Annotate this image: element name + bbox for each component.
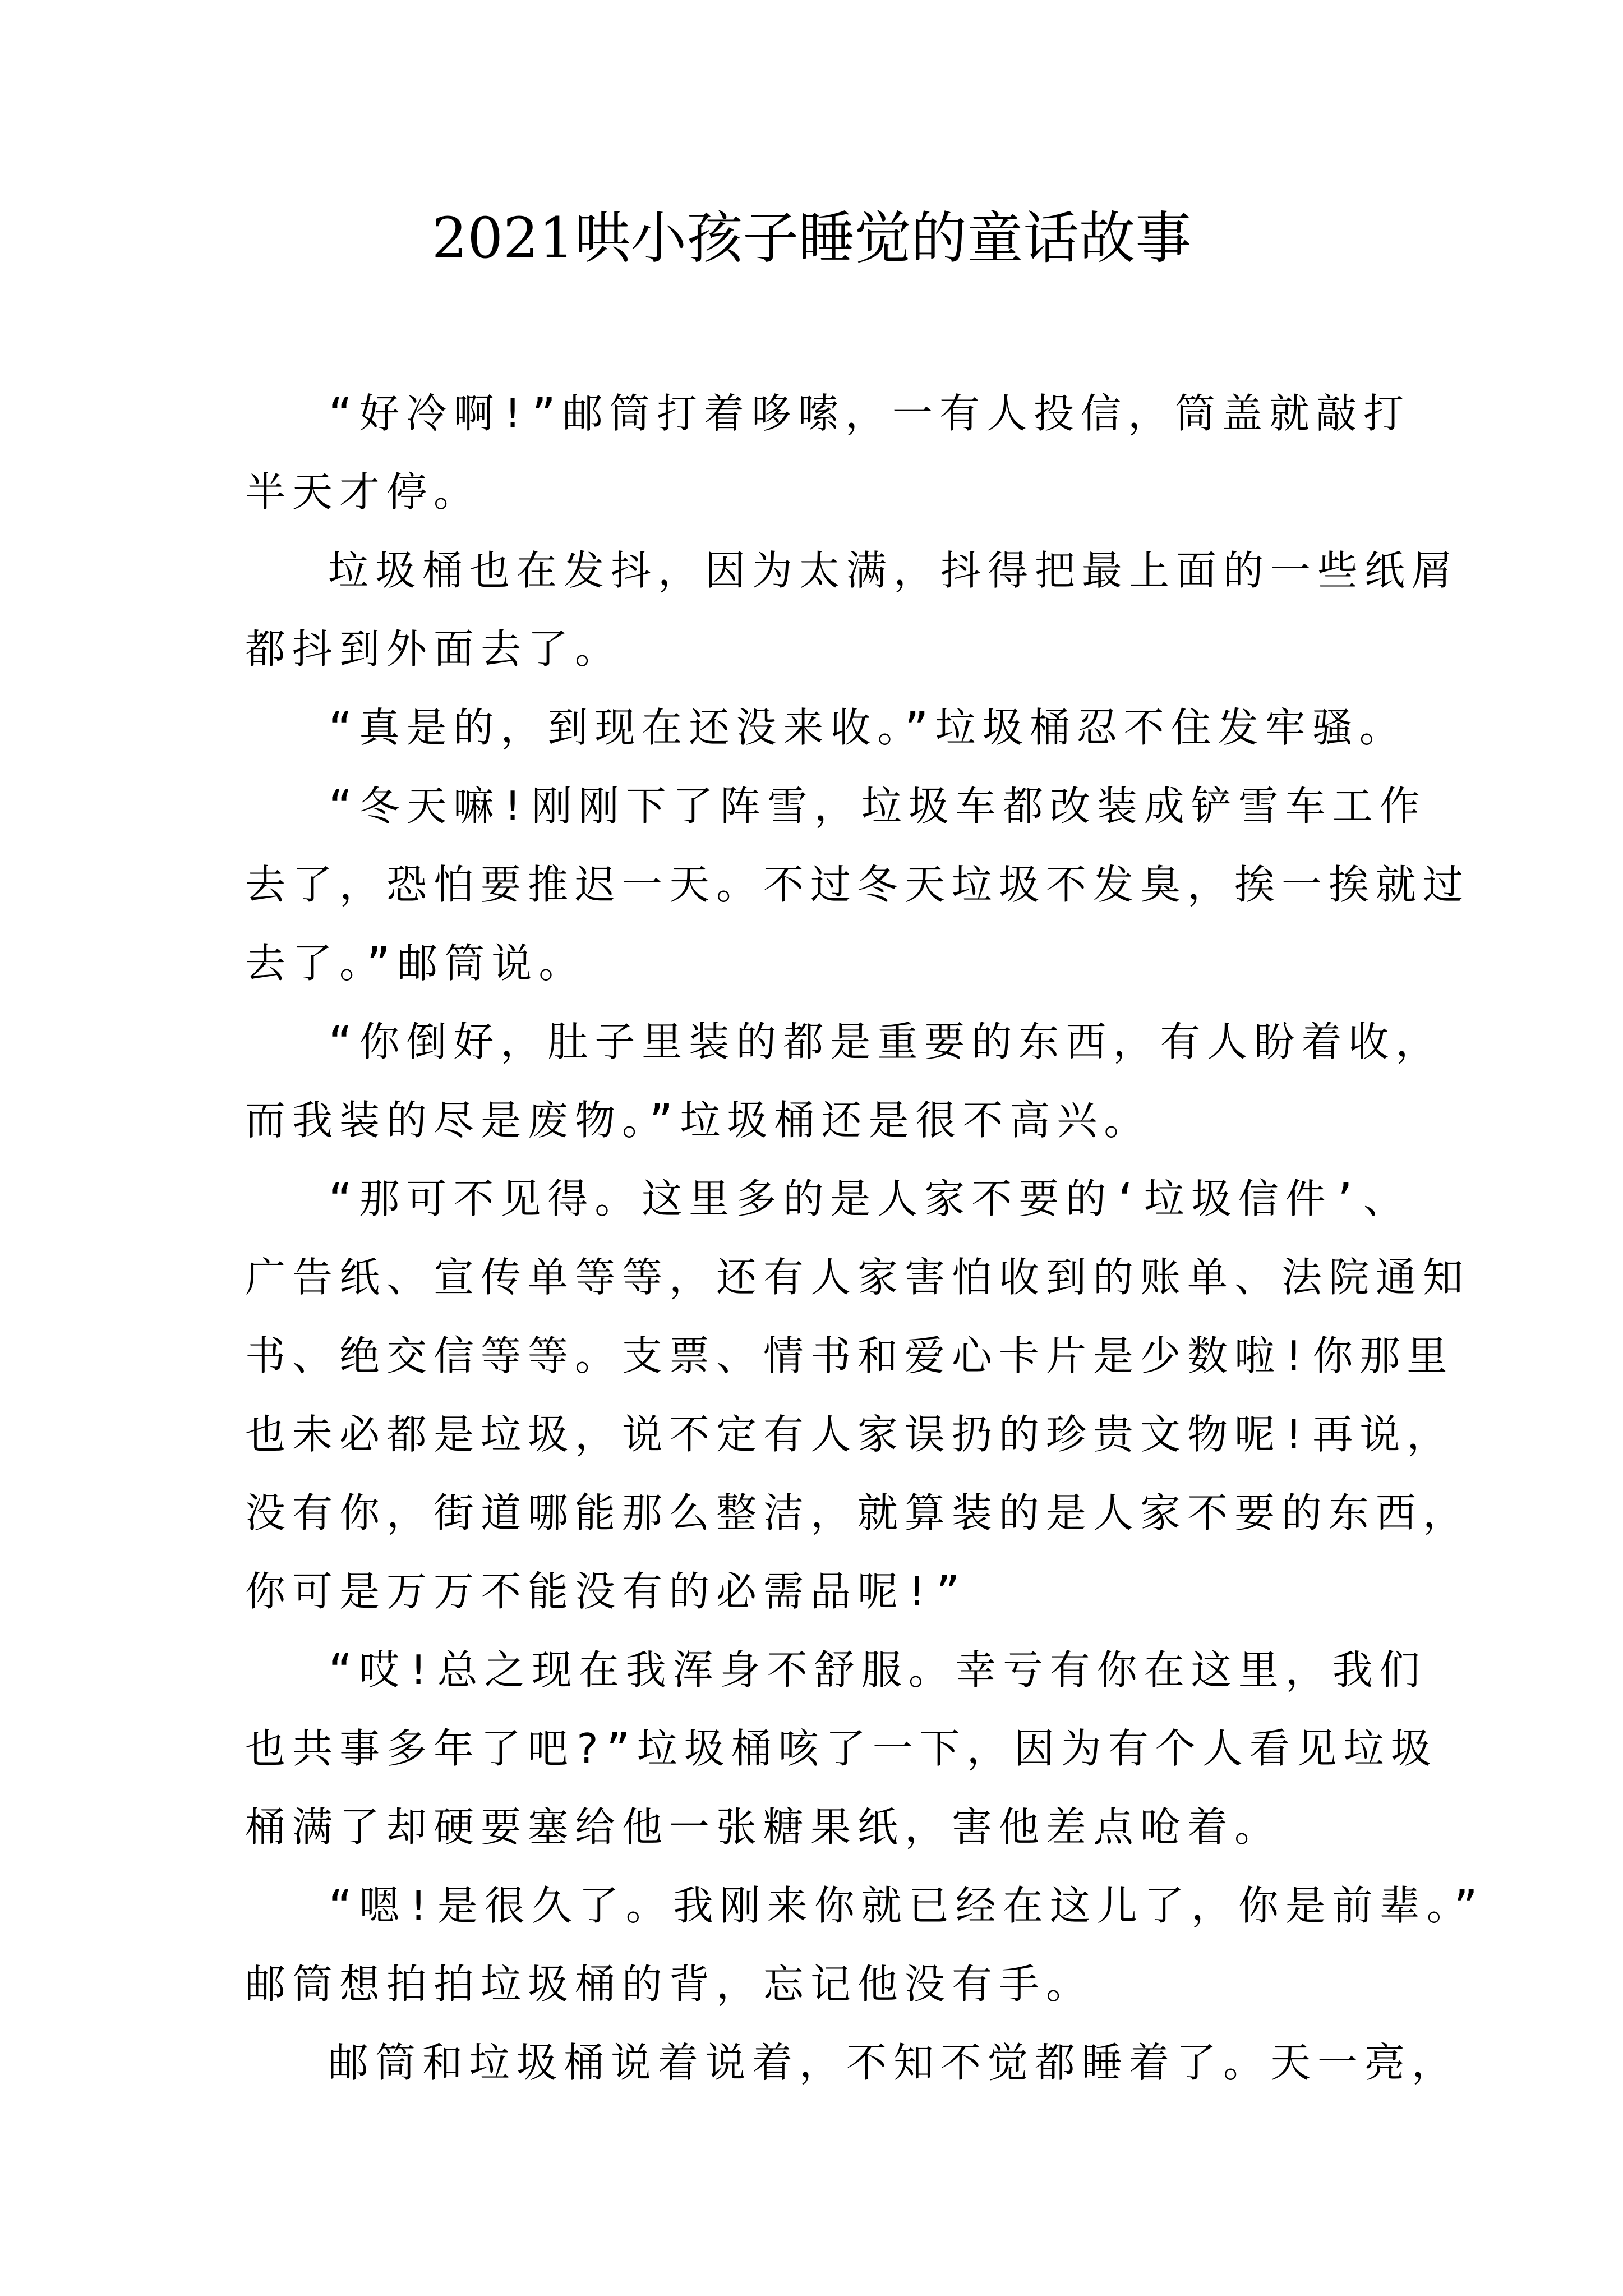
body-line: 去了。”邮筒说。 bbox=[245, 940, 586, 987]
body-line: “好冷啊!”邮筒打着哆嗦，一有人投信，筒盖就敲打 bbox=[328, 390, 1411, 437]
body-line: 而我装的尽是废物。”垃圾桶还是很不高兴。 bbox=[245, 1097, 1151, 1144]
body-line: 没有你，街道哪能那么整洁，就算装的是人家不要的东西， bbox=[245, 1489, 1470, 1536]
body-line: “哎!总之现在我浑身不舒服。幸亏有你在这里，我们 bbox=[328, 1646, 1427, 1694]
body-line: 去了，恐怕要推迟一天。不过冬天垃圾不发臭，挨一挨就过 bbox=[245, 861, 1470, 908]
body-line: “真是的，到现在还没来收。”垃圾桶忍不住发牢骚。 bbox=[328, 704, 1407, 751]
body-line: 都抖到外面去了。 bbox=[245, 625, 623, 673]
body-line: “冬天嘛!刚刚下了阵雪，垃圾车都改装成铲雪车工作 bbox=[328, 783, 1427, 830]
body-line: 广告纸、宣传单等等，还有人家害怕收到的账单、法院通知 bbox=[245, 1254, 1470, 1301]
body-line: “那可不见得。这里多的是人家不要的‘垃圾信件’、 bbox=[328, 1175, 1411, 1222]
document-body bbox=[245, 374, 1485, 2102]
body-line: 桶满了却硬要塞给他一张糖果纸，害他差点呛着。 bbox=[245, 1803, 1282, 1851]
body-line: “你倒好，肚子里装的都是重要的东西，有人盼着收， bbox=[328, 1018, 1443, 1065]
body-line: 垃圾桶也在发抖，因为太满，抖得把最上面的一些纸屑 bbox=[328, 547, 1459, 594]
body-line: “嗯!是很久了。我刚来你就已经在这儿了，你是前辈。” bbox=[328, 1882, 1485, 1929]
body-line: 半天才停。 bbox=[245, 468, 481, 516]
body-line: 书、绝交信等等。支票、情书和爱心卡片是少数啦!你那里 bbox=[245, 1332, 1454, 1379]
body-line: 也共事多年了吧?”垃圾桶咳了一下，因为有个人看见垃圾 bbox=[245, 1725, 1438, 1772]
document-title: 2021哄小孩子睡觉的童话故事 bbox=[431, 205, 1192, 271]
body-line: 邮筒想拍拍垃圾桶的背，忘记他没有手。 bbox=[245, 1961, 1094, 2008]
body-line: 也未必都是垃圾，说不定有人家误扔的珍贵文物呢!再说， bbox=[245, 1411, 1454, 1458]
body-line: 你可是万万不能没有的必需品呢!” bbox=[245, 1568, 967, 1615]
body-line: 邮筒和垃圾桶说着说着，不知不觉都睡着了。天一亮， bbox=[328, 2039, 1459, 2086]
